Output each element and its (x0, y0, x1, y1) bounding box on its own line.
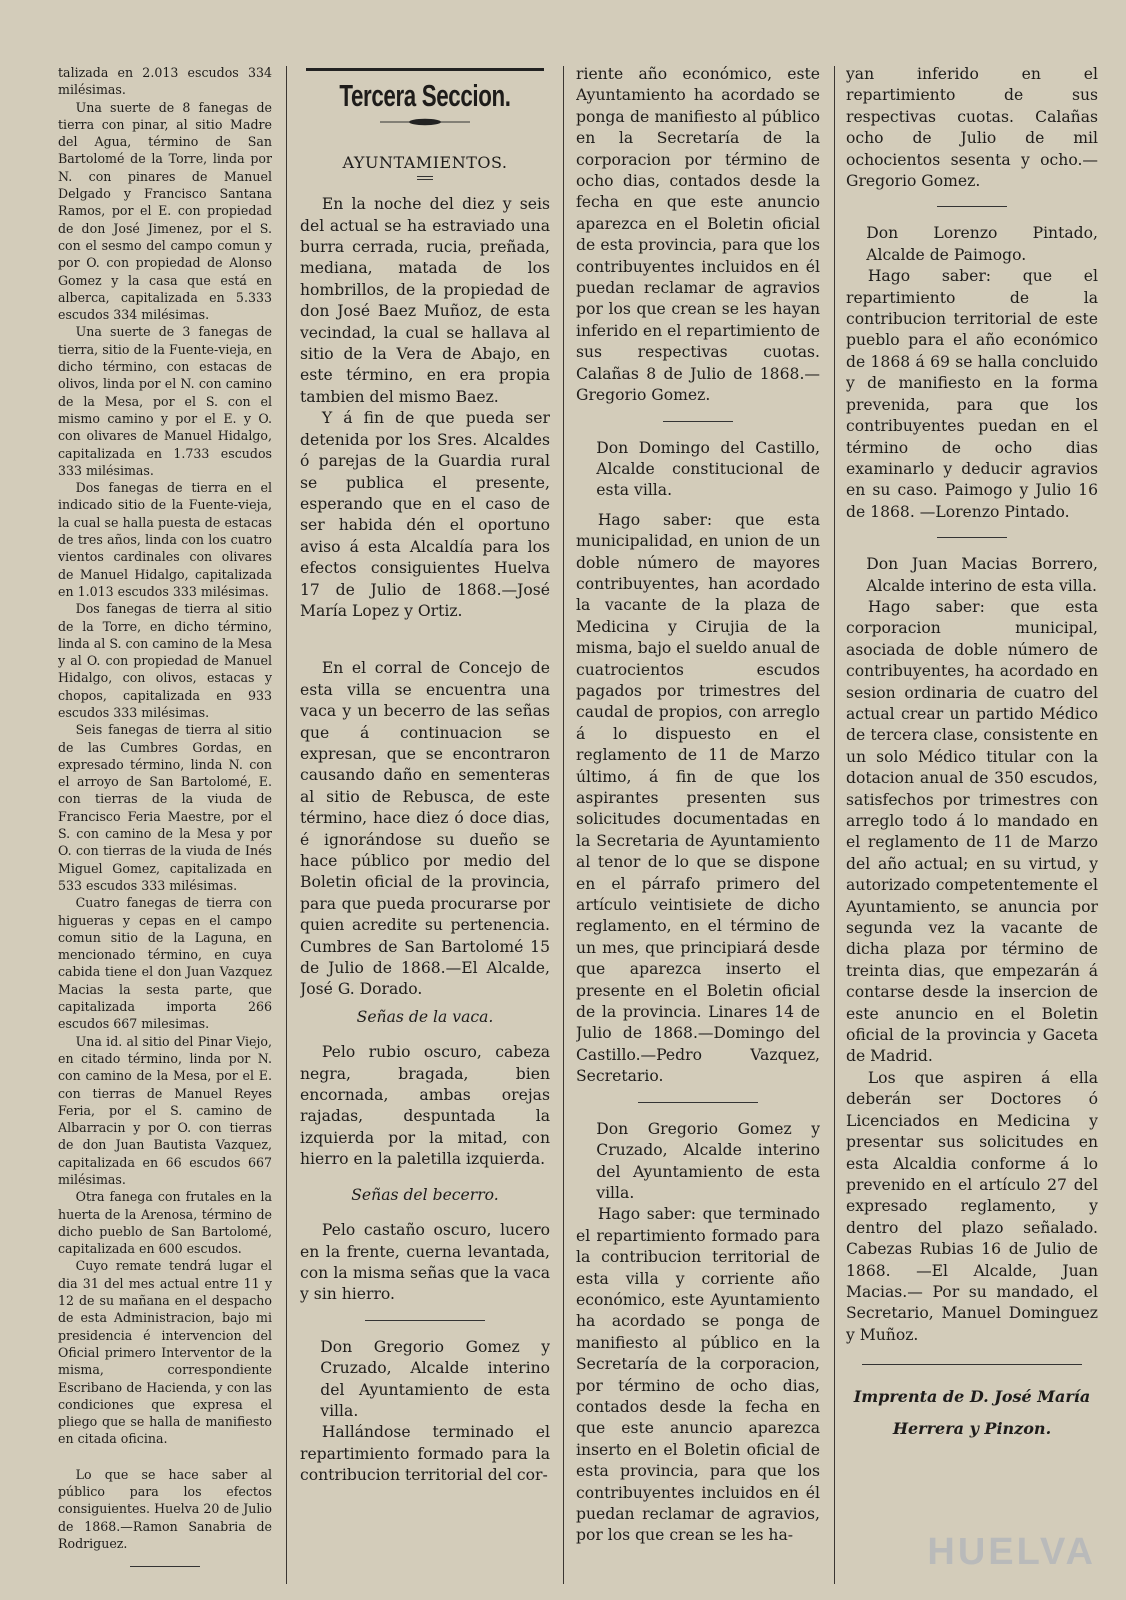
paragraph: Cuatro fanegas de tierra con higueras y cepas en el campo comun sitio de la Laguna, en mencionado término, en cuya cabida tiene el don Juan Vazquez Macias la sesta parte, que capitalizada importa 266 escudos 667 milesimas. (58, 895, 272, 1032)
separator-rule (862, 1364, 1082, 1365)
separator-rule (638, 1102, 758, 1103)
column-rule (563, 66, 564, 1584)
paragraph: Dos fanegas de tierra al sitio de la Torre, en dicho término, linda al S. con camino de la Mesa y al O. con propiedad de Manuel Hidalgo, con olivos, estacas y chopos, capitalizada en 933 escudos 333 milésimas. (58, 601, 272, 720)
subsection-heading: AYUNTAMIENTOS. (342, 152, 508, 172)
paragraph: Hago saber: que terminado el repartimiento formado para la contribucion territorial de esta villa y corriente año económico, este Ayuntamiento ha acordado se ponga de manifiesto al público en la Secretaría de la corporacion, por término de ocho dias, contados desde la fecha en que este anuncio aparezca inserto en el Boletin oficial de esta provincia, para que los contribuyentes incluidos en él puedan reclamar de agravios, por los que crean se les ha- (576, 1205, 820, 1545)
column-3 (576, 64, 820, 1586)
paragraph: Los que aspiren á ella deberán ser Doctores ó Licenciados en Medicina y presentar sus solicitudes en esta Alcaldia conforme á lo prevenido en el artículo 27 del expresado reglamento, y dentro del plazo señalado. Cabezas Rubias 16 de Julio de 1868. —El Alcalde, Juan Macias.— Por su mandado, el Secretario, Manuel Dominguez y Muñoz. (846, 1068, 1098, 1344)
notice-heading: Don Gregorio Gomez y Cruzado, Alcalde interino del Ayuntamiento de esta villa. (596, 1119, 820, 1202)
caption: Señas del becerro. (351, 1185, 499, 1204)
notice-heading: Don Juan Macias Borrero, Alcalde interino de esta villa. (866, 555, 1098, 595)
notice-heading: Don Domingo del Castillo, Alcalde constitucional de esta villa. (596, 438, 820, 500)
paragraph: Pelo castaño oscuro, lucero en la frente, cuerna levantada, con la misma señas que la vaca y sin hierro. (300, 1221, 550, 1304)
separator-rule (130, 1566, 200, 1567)
column-rule (834, 66, 835, 1584)
notice-heading: Don Lorenzo Pintado, Alcalde de Paimogo. (866, 224, 1098, 264)
paragraph: En la noche del diez y seis del actual se ha estraviado una burra cerrada, rucia, preñada, mediana, matada de los hombrillos, de la propiedad de don José Baez Muñoz, de esta vecindad, la cual se hallava al sitio de la Vera de Abajo, en este término, en era propia tambien del mismo Baez. (300, 195, 550, 406)
paragraph: Una suerte de 8 fanegas de tierra con pinar, al sitio Madre del Agua, término de San Bartolomé de la Torre, linda por N. con pinares de Manuel Delgado y Francisco Santana Ramos, por el E. con propiedad de don José Jimenez, por el S. con el sesmo del campo comun y por O. con propiedad de Alonso Gomez y la casa que está en alberca, capitalizada en 5.333 escudos 334 milésimas. (58, 99, 272, 323)
paragraph: Hallándose terminado el repartimiento formado para la contribucion territorial del cor- (300, 1423, 550, 1485)
section-top-rule (306, 68, 544, 71)
separator-rule (937, 206, 1007, 207)
paragraph: Seis fanegas de tierra al sitio de las Cumbres Gordas, en expresado término, linda N. con el arroyo de San Bartolomé, E. con tierras de la viuda de Francisco Feria Maestre, por el S. con camino de la Mesa y por O. con tierras de la viuda de Inés Miguel Gomez, capitalizada en 533 escudos 333 milésimas. (58, 722, 272, 893)
caption: Señas de la vaca. (356, 1007, 494, 1026)
paragraph: yan inferido en el repartimiento de sus respectivas cuotas. Calañas ocho de Julio de mil ochocientos sesenta y ocho.—Gregorio Gomez. (846, 65, 1098, 191)
paragraph: talizada en 2.013 escudos 334 milésimas. (58, 65, 272, 98)
column-4 (846, 64, 1098, 1586)
printer-imprint-line: Imprenta de D. José María (853, 1387, 1091, 1407)
paragraph: riente año económico, este Ayuntamiento ha acordado se ponga de manifiesto al público en la Secretaría de la corporacion por término de ocho dias, contados desde la fecha en que este anuncio aparezca en el Boletin oficial de esta provincia, para que los contribuyentes incluidos en él puedan reclamar de agravios por los que crean se les hayan inferido en el repartimiento de sus respectivas cuotas. Calañas 8 de Julio de 1868.—Gregorio Gomez. (576, 65, 820, 405)
double-rule (417, 176, 433, 180)
paragraph: Otra fanega con frutales en la huerta de la Arenosa, término de dicho pueblo de San Bartolomé, capitalizada en 600 escudos. (58, 1189, 272, 1257)
column-1 (58, 64, 272, 1586)
paragraph: Una suerte de 3 fanegas de tierra, sitio de la Fuente-vieja, en dicho término, con estacas de olivos, linda por el N. con camino de la Mesa, por el S. con el mismo camino y por el E. y O. con olivares de Manuel Hidalgo, capitalizada en 1.733 escudos 333 milésimas. (58, 324, 272, 478)
separator-rule (365, 1320, 485, 1321)
column-rule (286, 66, 287, 1584)
section-title: Tercera Seccion. (339, 78, 511, 113)
printer-imprint (846, 1381, 1098, 1445)
paragraph: Hago saber: que esta municipalidad, en union de un doble número de mayores contribuyentes, han acordado la vacante de la plaza de Medicina y Cirujia de la misma, bajo el sueldo anual de cuatrocientos escudos pagados por trimestres del caudal de propios, con arreglo á lo dispuesto en el reglamento de 11 de Marzo último, á fin de que los aspirantes presenten sus solicitudes documentadas en la Secretaria de Ayuntamiento al tenor de lo que se dispone en el párrafo primero del artículo veintisiete de dicho reglamento, en el término de un mes, que principiará desde que aparezca inserto el presente en el Boletin oficial de la provincia. Linares 14 de Julio de 1868.—Domingo del Castillo.—Pedro Vazquez, Secretario. (576, 510, 820, 1086)
paragraph: En el corral de Concejo de esta villa se encuentra una vaca y un becerro de las señas que á continuacion se expresan, que se encontraron causando daño en sementeras al sitio de Rebusca, de este término, hace diez ó doce dias, é ignorándose su dueño se hace público por medio del Boletin oficial de la provincia, para que pueda procurarse por quien acredite su pertenencia. Cumbres de San Bartolomé 15 de Julio de 1868.—El Alcalde, José G. Dorado. (300, 659, 550, 999)
paragraph: Y á fin de que pueda ser detenida por los Sres. Alcaldes ó parejas de la Guardia rural se publica el presente, esperando que en el caso de ser habida dén el oportuno aviso á esta Alcaldía para los efectos consiguientes Huelva 17 de Julio de 1868.—José María Lopez y Ortiz. (300, 409, 550, 620)
column-2 (300, 64, 550, 1586)
paragraph-signature: Lo que se hace saber al público para los efectos consiguientes. Huelva 20 de Julio de 1868.—Ramon Sanabria de Rodriguez. (58, 1466, 272, 1551)
separator-rule (937, 537, 1007, 538)
printer-imprint-line: Herrera y Pinzon. (892, 1419, 1052, 1439)
paragraph: Dos fanegas de tierra en el indicado sitio de la Fuente-vieja, la cual se halla puesta de estacas de tres años, linda con los cuatro vientos cardinales con olivares de Manuel Hidalgo, capitalizada en 1.013 escudos 333 milésimas. (58, 480, 272, 599)
paragraph: Hago saber: que esta corporacion municipal, asociada de doble número de contribuyentes, ha acordado en sesion ordinaria de cuatro del actual crear un partido Médico de tercera clase, consistente en un solo Médico titular con la dotacion anual de 350 escudos, satisfechos por trimestres con arreglo todo á lo mandado en el reglamento de 11 de Marzo del año actual; en su virtud, y autorizado competentemente el Ayuntamiento, se anuncia por segunda vez la vacante de dicha plaza por término de treinta dias, que empezarán á contarse desde la insercion de este anuncio en el Boletin oficial de la provincia y Gaceta de Madrid. (846, 597, 1098, 1066)
paragraph: Pelo rubio oscuro, cabeza negra, bragada, bien encornada, ambas orejas rajadas, despuntada la izquierda por la mitad, con hierro en la paletilla izquierda. (300, 1043, 550, 1169)
watermark-logo: HUELVA (927, 1531, 1096, 1573)
paragraph: Cuyo remate tendrá lugar el dia 31 del mes actual entre 11 y 12 de su mañana en el despacho de esta Administracion, bajo mi presidencia é intervencion del Oficial primero Interventor de la misma, correspondiente Escribano de Hacienda, y con las condiciones que expresa el pliego que se halla de manifiesto en citada oficina. (58, 1258, 272, 1447)
separator-rule (663, 421, 733, 422)
ornament-icon (300, 112, 550, 133)
paragraph: Hago saber: que el repartimiento de la contribucion territorial de este pueblo para el año económico de 1868 á 69 se halla concluido y de manifiesto en la forma prevenida, para que los contribuyentes puedan en el término de ocho dias examinarlo y deducir agravios en su caso. Paimogo y Julio 16 de 1868. —Lorenzo Pintado. (846, 267, 1098, 521)
notice-heading: Don Gregorio Gomez y Cruzado, Alcalde interino del Ayuntamiento de esta villa. (320, 1337, 550, 1420)
paragraph: Una id. al sitio del Pinar Viejo, en citado término, linda por N. con camino de la Mesa, por el E. con tierras de Manuel Reyes Feria, por el S. camino de Albarracin y por O. con tierras de don Juan Bautista Vazquez, capitalizada en 66 escudos 667 milésimas. (58, 1033, 272, 1187)
